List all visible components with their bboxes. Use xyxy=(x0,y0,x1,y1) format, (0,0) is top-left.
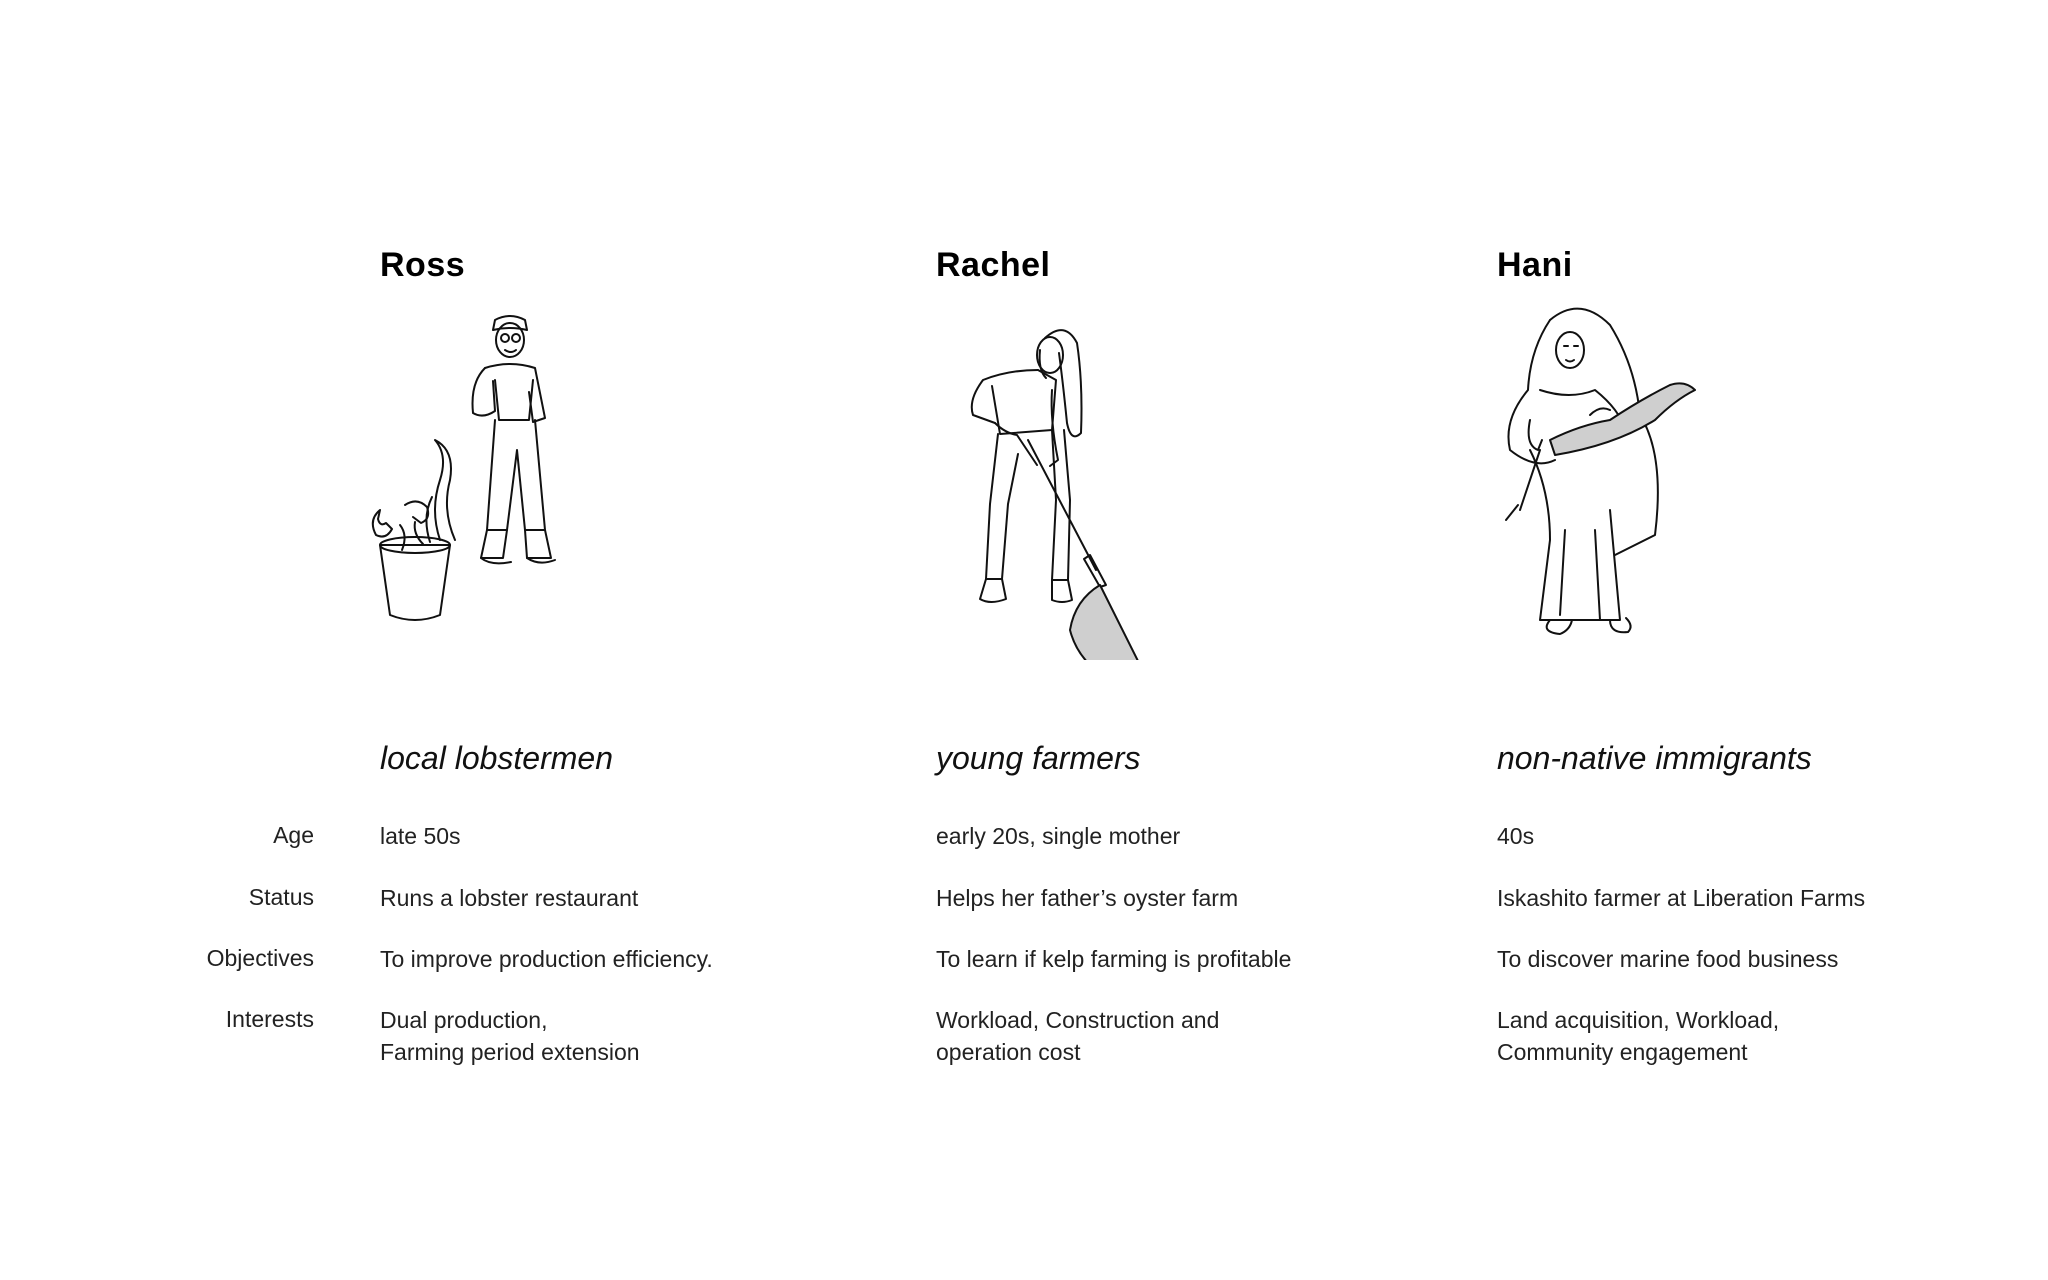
row-label-age: Age xyxy=(273,822,314,848)
persona-name-hani: Hani xyxy=(1497,246,1573,284)
row-label-interests: Interests xyxy=(225,1006,314,1032)
persona-role-hani: non-native immigrants xyxy=(1497,740,1812,776)
rachel-objectives: To learn if kelp farming is profitable xyxy=(936,946,1292,972)
persona-name-rachel: Rachel xyxy=(936,246,1051,284)
row-label-objectives: Objectives xyxy=(206,945,314,971)
persona-name-ross: Ross xyxy=(380,246,466,284)
rachel-interests: Workload, Construction and operation cost xyxy=(936,1007,1220,1065)
persona-role-ross: local lobstermen xyxy=(380,740,613,776)
ross-interests: Dual production, Farming period extension xyxy=(380,1007,640,1065)
persona-role-rachel: young farmers xyxy=(936,740,1141,776)
immigrant-farmer-with-kelp-illustration xyxy=(1470,300,1730,660)
rachel-age: early 20s, single mother xyxy=(936,823,1181,849)
ross-objectives: To improve production efficiency. xyxy=(380,946,713,972)
row-label-status: Status xyxy=(248,884,314,910)
ross-status: Runs a lobster restaurant xyxy=(380,885,639,911)
rachel-status: Helps her father’s oyster farm xyxy=(936,885,1239,911)
hani-age: 40s xyxy=(1497,823,1535,849)
hani-interests: Land acquisition, Workload, Community engagement xyxy=(1497,1007,1780,1065)
lobsterman-with-bucket-illustration xyxy=(360,300,620,660)
ross-age: late 50s xyxy=(380,823,461,849)
farmer-raking-kelp-illustration xyxy=(920,300,1180,660)
hani-objectives: To discover marine food business xyxy=(1497,946,1839,972)
hani-status: Iskashito farmer at Liberation Farms xyxy=(1497,885,1866,911)
